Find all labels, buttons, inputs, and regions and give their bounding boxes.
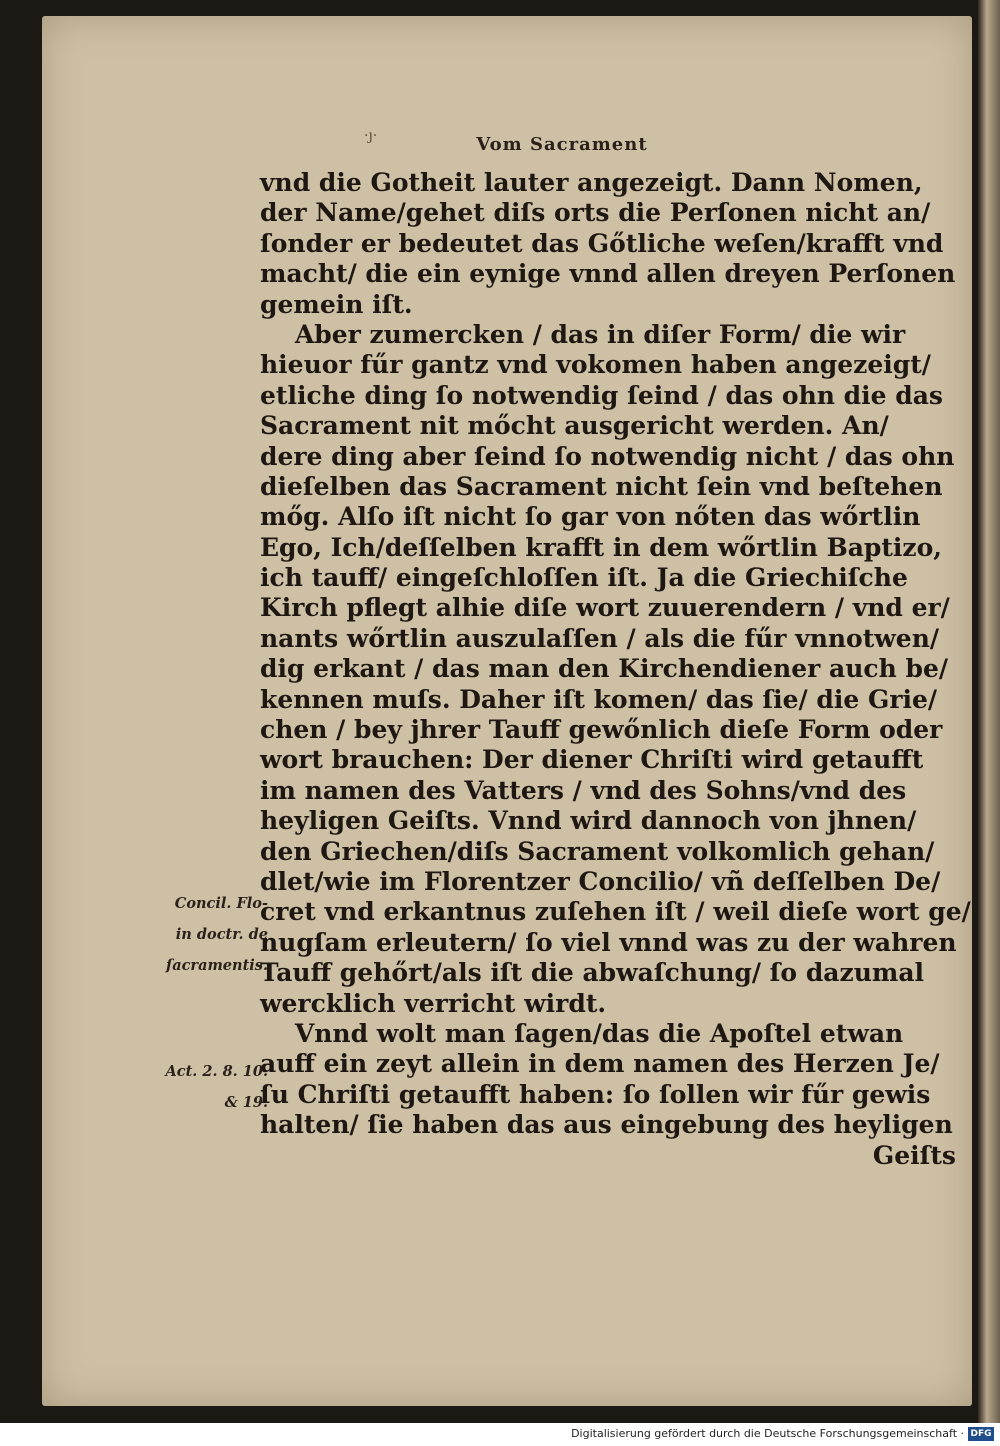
text-line: ſu Chriſti getaufft haben: ſo ſollen wir fűr gewis xyxy=(260,1079,931,1109)
text-line: vnd die Gotheit lauter angezeigt. Dann Nomen, xyxy=(260,168,923,197)
text-line: macht/ die ein eynige vnnd allen dreyen Perſonen xyxy=(260,259,956,289)
text-line: Aber zumercken / das in diſer Form/ die wir xyxy=(260,319,906,349)
text-line: gemein iſt. xyxy=(260,289,413,319)
body-text xyxy=(260,168,971,1171)
text-line: dlet/wie im Florentzer Concilio/ vñ deſſelben De/ xyxy=(260,866,941,896)
text-line: etliche ding ſo notwendig ſeind / das ohn die das xyxy=(260,380,943,410)
header-ornament: ·ȷ· xyxy=(364,128,378,144)
text-line: halten/ ſie haben das aus eingebung des heyligen xyxy=(260,1110,953,1140)
text-line: nugſam erleutern/ ſo viel vnnd was zu der wahren xyxy=(260,927,957,957)
text-line: Ego, Ich/deſſelben krafft in dem wőrtlin Baptizo, xyxy=(260,532,943,562)
text-line: den Griechen/diſs Sacrament volkomlich gehan/ xyxy=(260,836,935,866)
text-line: mőg. Alſo iſt nicht ſo gar von nőten das wőrtlin xyxy=(260,502,921,532)
text-line: wercklich verricht wirdt. xyxy=(260,988,607,1018)
text-line: chen / bey jhrer Tauff gewőnlich dieſe Form oder xyxy=(260,715,943,745)
margin-note-line: ſacramentis. xyxy=(165,957,268,974)
text-line: nants wőrtlin auszulaſſen / als die fűr vnnotwen/ xyxy=(260,623,940,653)
funding-notice: Digitalisierung gefördert durch die Deutsche Forschungsgemeinschaft · xyxy=(571,1427,964,1440)
text-line: Vnnd wolt man ſagen/das die Apoſtel etwan xyxy=(260,1018,904,1048)
text-line: heyligen Geiſts. Vnnd wird dannoch von jhnen/ xyxy=(260,806,917,836)
text-line: Kirch pflegt alhie diſe wort zuuerendern / vnd er/ xyxy=(260,593,950,623)
text-line: dieſelben das Sacrament nicht ſein vnd beſtehen xyxy=(260,471,943,501)
text-line: Sacrament nit mőcht ausgericht werden. An/ xyxy=(260,411,889,441)
dfg-logo: DFG xyxy=(968,1427,994,1441)
text-line: Tauff gehőrt/als iſt die abwaſchung/ ſo dazumal xyxy=(260,958,925,988)
footer-bar xyxy=(0,1423,1000,1446)
text-line: im namen des Vatters / vnd des Sohns/vnd des xyxy=(260,775,907,805)
margin-note-line: Concil. Flo- xyxy=(174,895,268,912)
book-spine-edge xyxy=(978,0,1000,1423)
running-header: Vom Sacrament xyxy=(476,134,648,155)
margin-note-line: & 19. xyxy=(224,1094,268,1111)
margin-note-line: Act. 2. 8. 10. xyxy=(165,1063,268,1080)
text-line: ſonder er bedeutet das Gőtliche weſen/krafft vnd xyxy=(260,228,944,258)
text-line: der Name/gehet diſs orts die Perſonen nicht an/ xyxy=(260,198,931,228)
text-line: ich tauff/ eingeſchloſſen iſt. Ja die Griechiſche xyxy=(260,563,908,593)
text-line: kennen muſs. Daher iſt komen/ das ſie/ die Grie/ xyxy=(260,684,938,714)
text-line: wort brauchen: Der diener Chriſti wird getaufft xyxy=(260,745,924,775)
margin-note-concil xyxy=(138,888,268,981)
catchword: Geiſts xyxy=(872,1140,956,1170)
text-line: auff ein zeyt allein in dem namen des Herzen Je/ xyxy=(260,1049,940,1079)
margin-note-line: in doctr. de xyxy=(175,926,268,943)
text-line: cret vnd erkantnus zuſehen iſt / weil dieſe wort ge/ xyxy=(260,897,971,927)
text-line: dere ding aber ſeind ſo notwendig nicht / das ohn xyxy=(260,441,955,471)
text-line: hieuor fűr gantz vnd vokomen haben angezeigt/ xyxy=(260,350,931,380)
book-page xyxy=(42,16,972,1406)
text-line: dig erkant / das man den Kirchendiener auch be/ xyxy=(260,654,948,684)
margin-note-acts xyxy=(138,1056,268,1118)
